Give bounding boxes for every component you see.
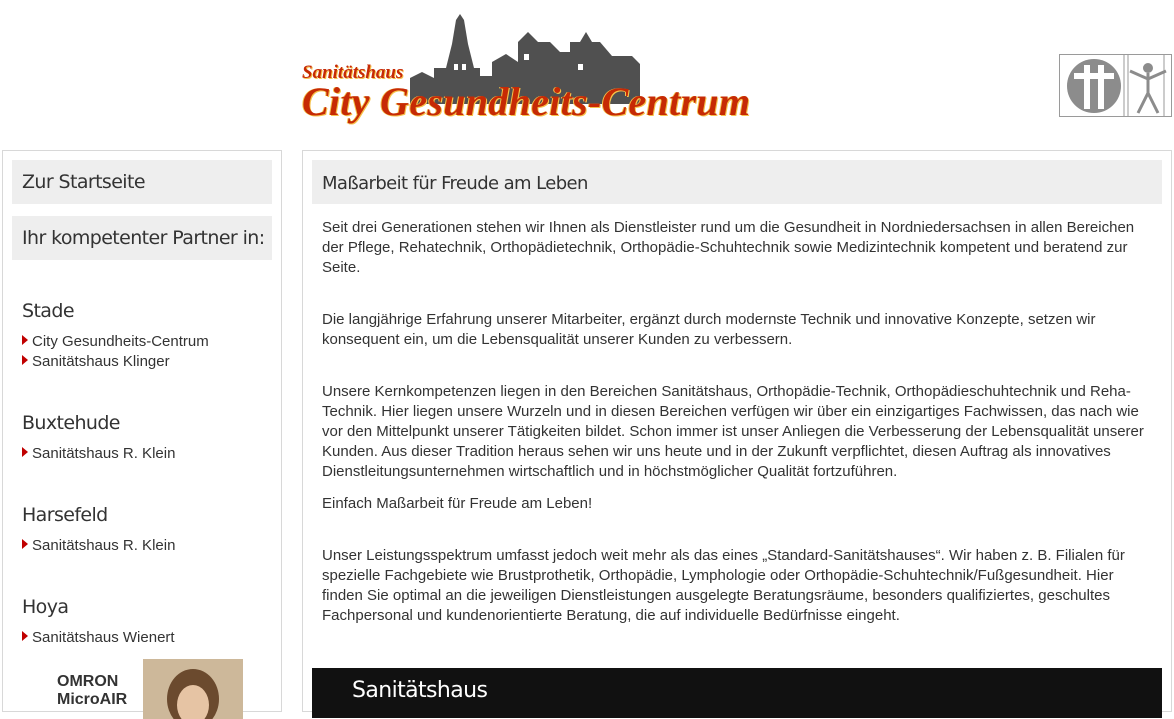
home-link[interactable]: [12, 160, 272, 204]
sidebar-link-klein-buxtehude[interactable]: [22, 445, 175, 462]
sidebar: [2, 150, 282, 712]
sidebar-link-wienert[interactable]: [22, 629, 175, 646]
region-heading-stade: Stade: [22, 300, 74, 322]
bullet-triangle-icon: [22, 335, 28, 345]
logo-big-text: City Gesundheits-Centrum: [302, 79, 751, 124]
experience-paragraph: Die langjährige Erfahrung unserer Mitarbeiter, ergänzt durch modernste Technik und innovative Konzepte, setzen wir konsequent ein, um die Lebensqualität unserer Kunden zu verbessern.: [322, 311, 1096, 348]
partner-heading-box: [12, 216, 272, 260]
section-heading: Sanitätshaus: [352, 678, 488, 703]
person-photo-icon: [143, 659, 243, 719]
bullet-triangle-icon: [22, 447, 28, 457]
bullet-triangle-icon: [22, 355, 28, 365]
partner-logo-icon: [1060, 55, 1171, 116]
sidebar-link-klein-harsefeld[interactable]: [22, 537, 175, 554]
main-content: [302, 150, 1172, 712]
bullet-triangle-icon: [22, 539, 28, 549]
bullet-triangle-icon: [22, 631, 28, 641]
site-logo[interactable]: [300, 12, 815, 134]
region-heading-buxtehude: Buxtehude: [22, 412, 120, 434]
ad-line-2: MicroAIR: [57, 691, 128, 708]
ad-text: [57, 673, 127, 709]
home-link-label: Zur Startseite: [22, 171, 145, 193]
partner-heading: Ihr kompetenter Partner in:: [22, 227, 265, 249]
link-label: Sanitätshaus Wienert: [32, 629, 175, 646]
partner-logo[interactable]: [1059, 54, 1172, 117]
link-label: Sanitätshaus R. Klein: [32, 445, 176, 462]
logo-small-text: Sanitätshaus: [302, 62, 404, 83]
sidebar-link-sanitaetshaus-klinger[interactable]: [22, 353, 170, 370]
ad-line-1: OMRON: [57, 673, 119, 690]
omron-ad-banner[interactable]: [53, 659, 243, 719]
intro-paragraph: Seit drei Generationen stehen wir Ihnen als Dienstleister rund um die Gesundheit in Nordniedersachsen in allen Bereichen der Pflege, Rehatechnik, Orthopädietechnik, Orthopädie-Schuhtechnik sowie Medizintechnik kompetent und beratend zur Seite.: [322, 219, 1135, 276]
region-heading-harsefeld: Harsefeld: [22, 504, 108, 526]
link-label: Sanitätshaus Klinger: [32, 353, 170, 370]
region-heading-hoya: Hoya: [22, 596, 69, 618]
link-label: City Gesundheits-Centrum: [32, 333, 209, 350]
main-title-box: [312, 160, 1162, 204]
competence-paragraph: Unsere Kernkompetenzen liegen in den Bereichen Sanitätshaus, Orthopädie-Technik, Orthopädieschuhtechnik und Reha-Technik. Hier liegen unsere Wurzeln und in diesen Bereichen verfügen wir über ein einzigartiges Fachwissen, das nach wie vor den Mittelpunkt unserer Tätigkeiten bildet. Schon immer ist unser Anliegen die Verbesserung der Lebensqualität unserer Kunden. Aus dieser Tradition heraus sehen wir uns heute und in der Zukunft verpflichtet, diesen Auftrag als innovatives Dienstleitungsunternehmen wirtschaftlich und in höchstmöglicher Qualität fortzuführen.: [322, 383, 1144, 480]
ad-photo: [143, 659, 243, 719]
slogan-paragraph: Einfach Maßarbeit für Freude am Leben!: [322, 495, 593, 512]
link-label: Sanitätshaus R. Klein: [32, 537, 176, 554]
section-banner: [312, 668, 1162, 718]
sidebar-link-city-gesundheits-centrum[interactable]: [22, 333, 209, 350]
page-title: Maßarbeit für Freude am Leben: [322, 173, 588, 194]
services-paragraph: Unser Leistungsspektrum umfasst jedoch weit mehr als das eines „Standard-Sanitätshauses“. Wir haben z. B. Filialen für spezielle Fachgebiete wie Brustprothetik, Orthopädie, Lymphologie oder Orthopädie-Schuhtechnik/Fußgesundheit. Hier finden Sie optimal an die jeweiligen Dienstleistungen ausgelegte Beratungsräume, besonders qualifiziertes, geschultes Fachpersonal und kundenorientierte Beratung, die auf individuelle Bedürfnisse eingeht.: [322, 547, 1125, 624]
